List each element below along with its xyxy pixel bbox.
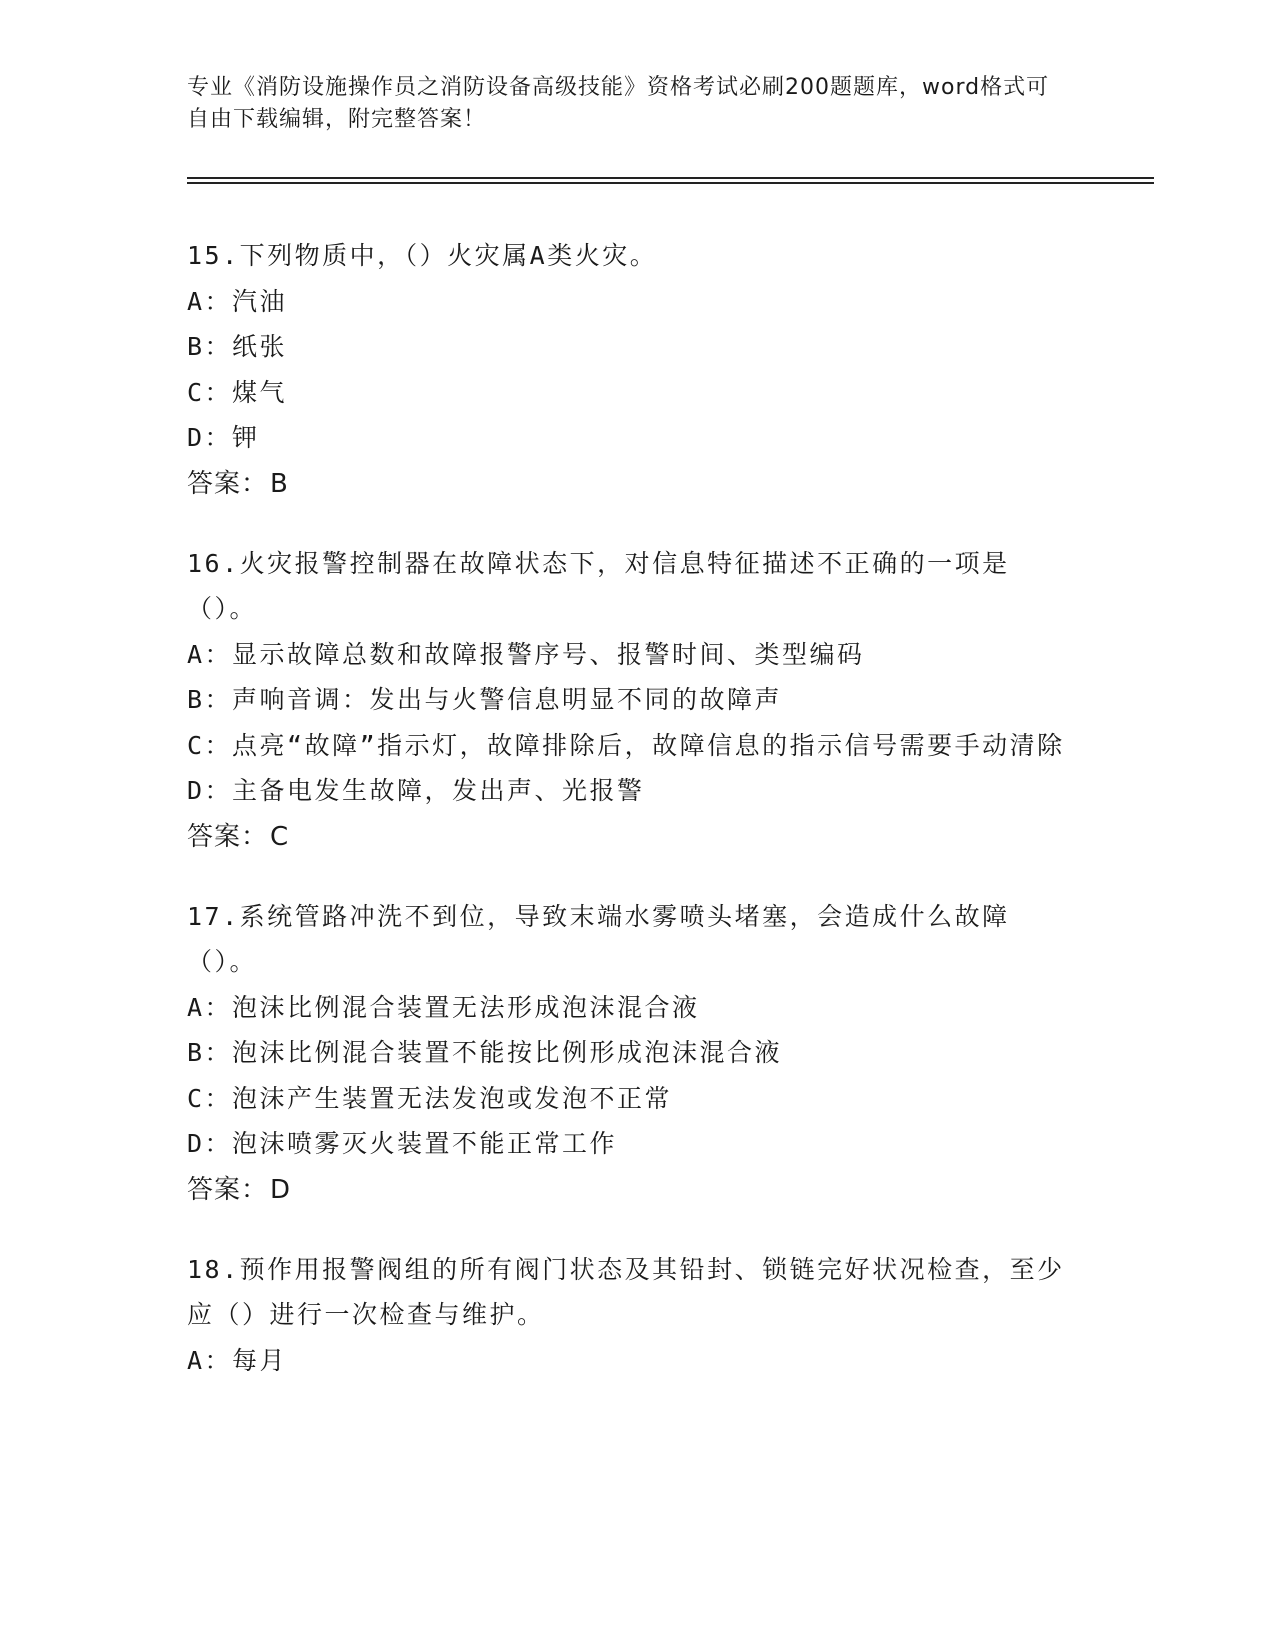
answer-label: 答案：	[187, 821, 269, 852]
question-list	[187, 233, 1077, 1417]
option-d: D：泡沫喷雾灭火装置不能正常工作	[187, 1129, 618, 1158]
header-divider-double	[187, 182, 1154, 184]
option-b: B：泡沫比例混合装置不能按比例形成泡沫混合液	[187, 1038, 783, 1067]
option-a: A：显示故障总数和故障报警序号、报警时间、类型编码	[187, 639, 865, 669]
answer-line	[187, 1167, 1077, 1213]
option-d: D：主备电发生故障，发出声、光报警	[187, 776, 645, 805]
option-d: D：钾	[187, 423, 260, 452]
document-header: 专业《消防设施操作员之消防设备高级技能》资格考试必刷200题题库，word格式可自由下载编辑，附完整答案！	[187, 75, 1050, 132]
option-b: B：声响音调：发出与火警信息明显不同的故障声	[187, 685, 783, 714]
option-c: C：煤气	[187, 377, 288, 407]
question-stem: 15.下列物质中，（）火灾属A类火灾。	[187, 241, 658, 270]
option-a: A：汽油	[187, 286, 288, 316]
question-stem: 18.预作用报警阀组的所有阀门状态及其铅封、锁链完好状况检查，至少应（）进行一次检查与维护。	[187, 1254, 1065, 1329]
question-16	[187, 541, 1077, 860]
answer-line	[187, 461, 1077, 507]
answer-value: C	[270, 821, 290, 852]
answer-label: 答案：	[187, 468, 269, 499]
option-a: A：每月	[187, 1345, 288, 1375]
question-17	[187, 894, 1077, 1213]
header-divider	[187, 177, 1154, 179]
answer-value: B	[270, 468, 289, 499]
question-stem: 16.火灾报警控制器在故障状态下，对信息特征描述不正确的一项是（）。	[187, 548, 1010, 623]
question-15	[187, 233, 1077, 507]
option-c: C：泡沫产生装置无法发泡或发泡不正常	[187, 1083, 673, 1113]
question-18	[187, 1247, 1077, 1384]
option-c: C：点亮“故障”指示灯，故障排除后，故障信息的指示信号需要手动清除	[187, 730, 1065, 760]
answer-label: 答案：	[187, 1174, 269, 1205]
answer-value: D	[270, 1174, 292, 1205]
answer-line	[187, 814, 1077, 860]
option-b: B：纸张	[187, 332, 288, 361]
question-stem: 17.系统管路冲洗不到位，导致末端水雾喷头堵塞，会造成什么故障（）。	[187, 901, 1010, 976]
option-a: A：泡沫比例混合装置无法形成泡沫混合液	[187, 992, 700, 1022]
